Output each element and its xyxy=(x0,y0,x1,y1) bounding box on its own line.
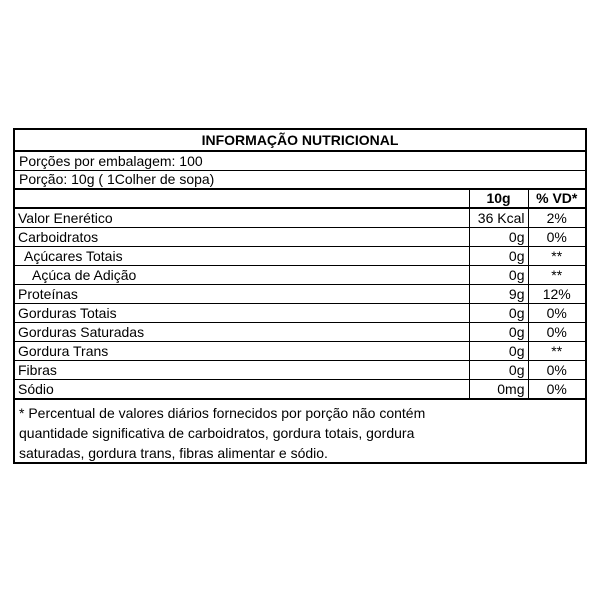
nutrient-amount: 9g xyxy=(469,285,528,304)
nutrient-daily-value: ** xyxy=(528,247,585,266)
nutrient-daily-value: 0% xyxy=(528,323,585,342)
header-nutrient xyxy=(15,189,469,208)
nutrient-amount: 0g xyxy=(469,228,528,247)
table-row xyxy=(15,208,585,228)
header-amount: 10g xyxy=(469,189,528,208)
nutrient-name: Sódio xyxy=(15,380,469,400)
footnote-line: quantidade significativa de carboidratos, gordura totais, gordura xyxy=(19,425,415,441)
nutrient-daily-value: 12% xyxy=(528,285,585,304)
nutrient-name: Valor Enerético xyxy=(15,208,469,228)
nutrient-name: Carboidratos xyxy=(15,228,469,247)
nutrient-daily-value: 0% xyxy=(528,304,585,323)
nutrient-name: Gordura Trans xyxy=(15,342,469,361)
table-header-row xyxy=(15,189,585,208)
label-title: INFORMAÇÃO NUTRICIONAL xyxy=(15,130,585,152)
nutrient-daily-value: ** xyxy=(528,266,585,285)
nutrient-name: Açúca de Adição xyxy=(15,266,469,285)
nutrient-amount: 0g xyxy=(469,323,528,342)
nutrient-name: Gorduras Totais xyxy=(15,304,469,323)
nutrient-name: Proteínas xyxy=(15,285,469,304)
header-daily-value: % VD* xyxy=(528,189,585,208)
table-row xyxy=(15,323,585,342)
nutrient-amount: 0g xyxy=(469,266,528,285)
table-row xyxy=(15,304,585,323)
nutrient-name: Açúcares Totais xyxy=(15,247,469,266)
nutrient-daily-value: 0% xyxy=(528,380,585,400)
table-row xyxy=(15,380,585,400)
serving-size: Porção: 10g ( 1Colher de sopa) xyxy=(19,171,215,187)
table-row xyxy=(15,266,585,285)
footnote-line: saturadas, gordura trans, fibras alimentar e sódio. xyxy=(19,445,328,461)
nutrient-amount: 0g xyxy=(469,342,528,361)
table-row xyxy=(15,228,585,247)
nutrient-daily-value: ** xyxy=(528,342,585,361)
nutrition-table xyxy=(15,189,585,400)
nutrient-name: Fibras xyxy=(15,361,469,380)
nutrient-amount: 0g xyxy=(469,304,528,323)
nutrition-facts-label xyxy=(13,128,587,464)
nutrient-daily-value: 0% xyxy=(528,228,585,247)
table-row xyxy=(15,361,585,380)
nutrient-amount: 0g xyxy=(469,361,528,380)
table-row xyxy=(15,247,585,266)
footnote xyxy=(19,403,579,463)
table-row xyxy=(15,342,585,361)
nutrient-amount: 0mg xyxy=(469,380,528,400)
nutrient-amount: 36 Kcal xyxy=(469,208,528,228)
table-row xyxy=(15,285,585,304)
footnote-line: * Percentual de valores diários fornecidos por porção não contém xyxy=(19,405,426,421)
nutrient-daily-value: 0% xyxy=(528,361,585,380)
nutrient-amount: 0g xyxy=(469,247,528,266)
servings-per-package: Porções por embalagem: 100 xyxy=(19,153,203,169)
nutrient-daily-value: 2% xyxy=(528,208,585,228)
nutrient-name: Gorduras Saturadas xyxy=(15,323,469,342)
